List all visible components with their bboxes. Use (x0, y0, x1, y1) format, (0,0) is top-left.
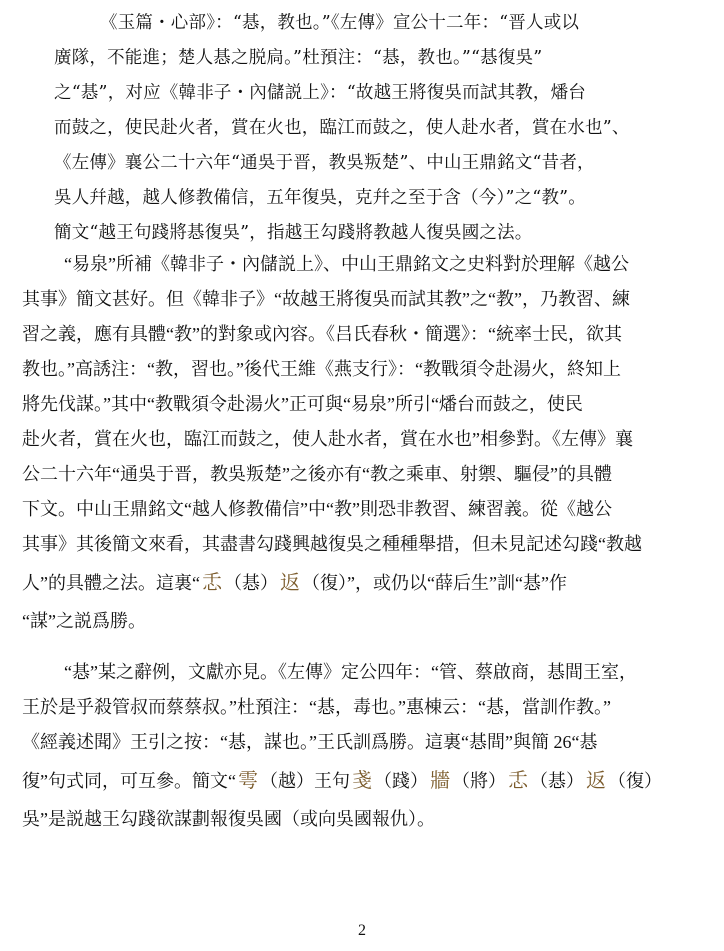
paragraph-line: “謀”之説爲勝。 (22, 611, 146, 631)
text-run: （踐） (373, 771, 428, 791)
paragraph-line: 將先伐謀。”其中“教戰須令赴湯火”正可與“易泉”所引“燔台而鼓之，使民 (22, 394, 583, 414)
quote-line: 簡文“越王句踐將惎復吳”，指越王勾踐將教越人復吳國之法。 (54, 223, 533, 243)
text-run: （復） (607, 771, 662, 791)
paragraph-line: 教也。”高誘注：“教，習也。”後代王維《燕支行》：“教戰須令赴湯火，終知上 (22, 359, 621, 379)
text-run: （惎） (529, 771, 584, 791)
text-run: （復）”，或仍以“薛后生”訓“惎”作 (301, 573, 567, 593)
paragraph-gap (22, 639, 706, 655)
paragraph-line (22, 562, 706, 604)
paragraph-line: 吳”是説越王勾踐欲謀劃報復吳國（或向吳國報仇）。 (22, 809, 435, 829)
quote-line: 廣隊，不能進；楚人惎之脱扃。”杜預注：“惎，教也。”“惎復吳” (54, 48, 543, 68)
paragraph-line (22, 760, 706, 802)
paragraph-line: 下文。中山王鼎銘文“越人修教備信”中“教”則恐非教習、練習義。從《越公 (22, 499, 612, 519)
bamboo-slip-glyph-image: 牆 (429, 770, 450, 792)
text-run: （越）王句 (259, 771, 350, 791)
text-run: 復”句式同，可互參。簡文“ (22, 771, 236, 791)
body-text (22, 247, 706, 837)
paragraph-line: 赴火者，賞在火也，臨江而鼓之，使人赴水者，賞在水也”相參對。《左傳》襄 (22, 429, 633, 449)
quote-line: 吳人幷越，越人修教備信，五年復吳，克幷之至于含（今）”之“教”。 (54, 188, 586, 208)
paragraph-line: 《經義述聞》王引之按：“惎，謀也。”王氏訓爲勝。這裏“惎間”與簡 26“惎 (22, 732, 598, 752)
bamboo-slip-glyph-image: 忎 (507, 770, 528, 792)
text-run: （惎） (223, 573, 278, 593)
bamboo-slip-glyph-image: 忎 (201, 572, 222, 594)
bamboo-slip-glyph-image: 戔 (351, 770, 372, 792)
quote-line: 《玉篇・心部》：“惎，教也。”《左傳》宣公十二年：“晋人或以 (100, 13, 580, 33)
paragraph-line: 公二十六年“通吳于晋，教吳叛楚”之後亦有“教之乘車、射禦、驅侵”的具體 (22, 464, 612, 484)
bamboo-slip-glyph-image: 返 (585, 770, 606, 792)
block-quote (54, 6, 694, 251)
quote-line: 之“惎”，对应《韓非子・內儲説上》：“故越王將復吳而試其教，燔台 (54, 83, 586, 103)
paragraph-line: 習之義，應有具體“教”的對象或內容。《吕氏春秋・簡選》：“統率士民，欲其 (22, 324, 622, 344)
paragraph-line: 其事》簡文甚好。但《韓非子》“故越王將復吳而試其教”之“教”，乃教習、練 (22, 289, 630, 309)
page-number: 2 (358, 922, 366, 939)
paragraph-line: 王於是乎殺管叔而蔡蔡叔。”杜預注：“惎，毒也。”惠棟云：“惎，當訓作教。” (22, 697, 611, 717)
paragraph-line: 其事》其後簡文來看，其盡書勾踐興越復吳之種種舉措，但未見記述勾踐“教越 (22, 534, 642, 554)
bamboo-slip-glyph-image: 返 (279, 572, 300, 594)
quote-line: 《左傳》襄公二十六年“通吳于晋，教吳叛楚”、中山王鼎銘文“昔者， (54, 153, 595, 173)
text-run: （將） (451, 771, 506, 791)
quote-line: 而鼓之，使民赴火者，賞在火也，臨江而鼓之，使人赴水者，賞在水也”、 (54, 118, 630, 138)
text-run: 人”的具體之法。這裏“ (22, 573, 200, 593)
bamboo-slip-glyph-image: 雩 (237, 770, 258, 792)
paragraph-line: “易泉”所補《韓非子・內儲説上》、中山王鼎銘文之史料對於理解《越公 (64, 254, 629, 274)
paragraph-line: “惎”某之辭例，文獻亦見。《左傳》定公四年：“管、蔡啟商，惎間王室， (64, 662, 637, 682)
